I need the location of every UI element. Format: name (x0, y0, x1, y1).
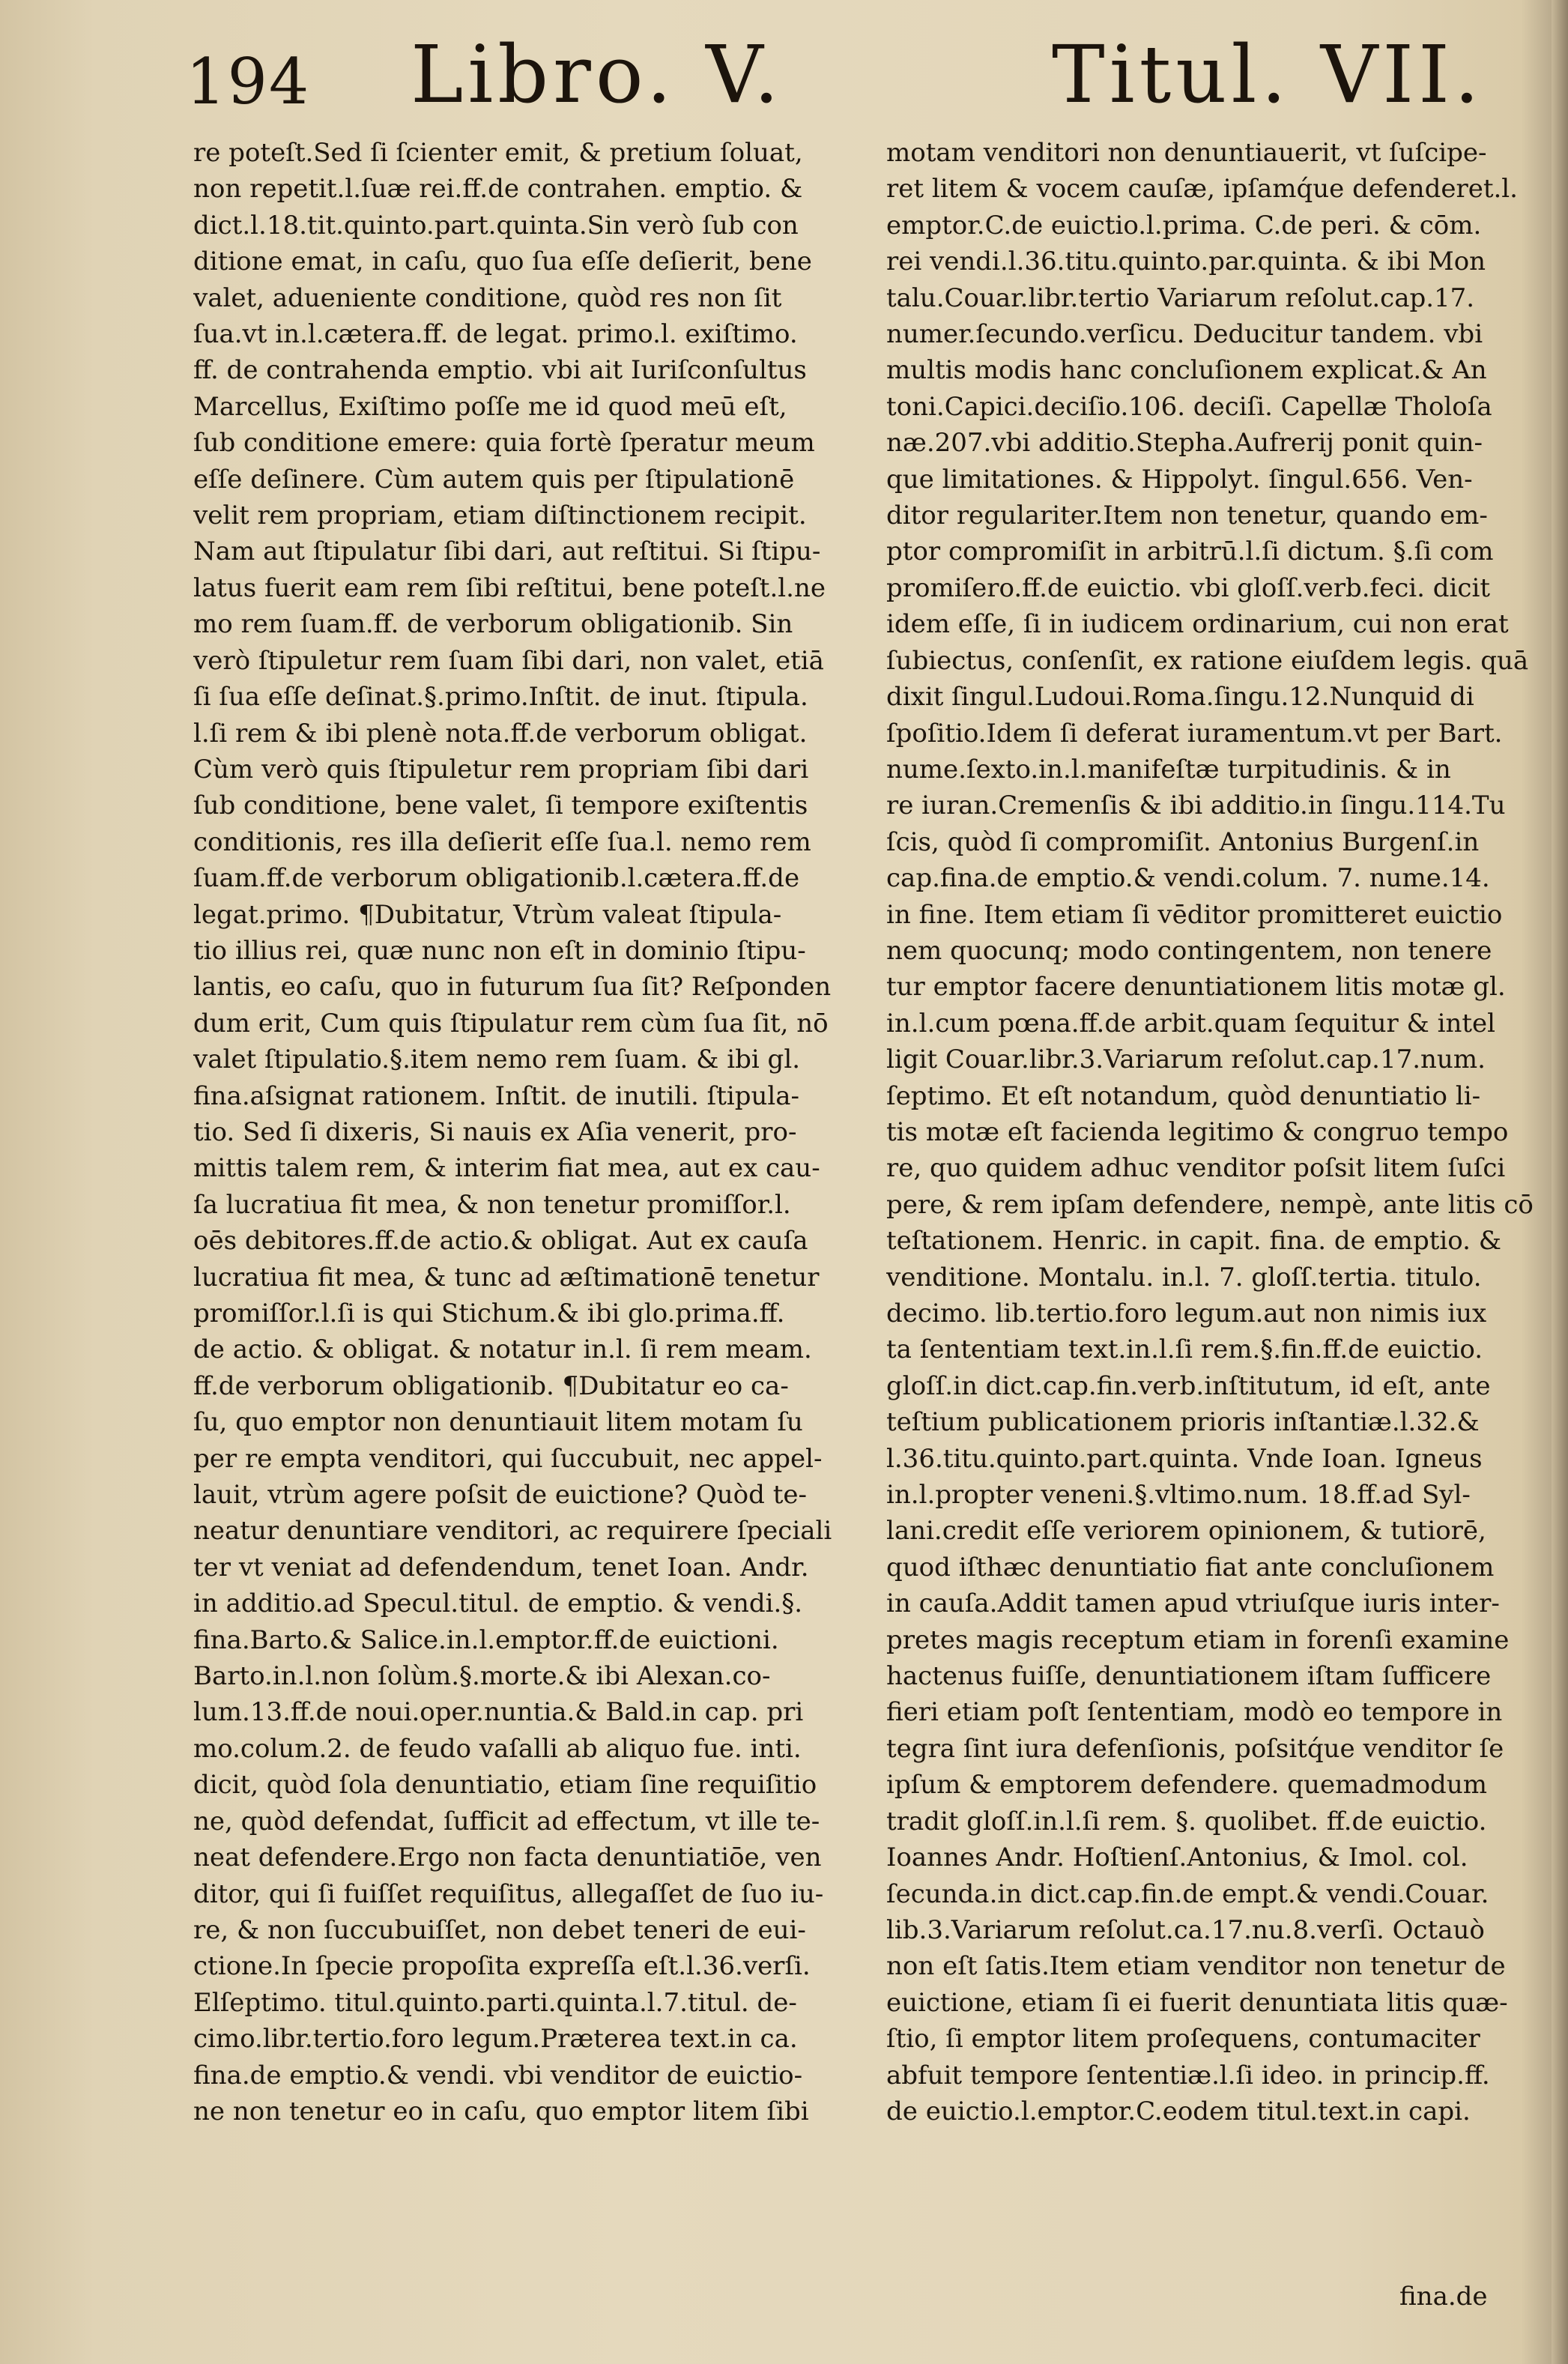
text-line: re iuran.Cremenſis & ibi additio.in ſingu.114.Tu (886, 790, 1506, 821)
text-line: næ.207.vbi additio.Stepha.Aufrerij ponit quin- (886, 428, 1483, 459)
text-line: valet ſtipulatio.§.item nemo rem ſuam. & ibi gl. (193, 1045, 801, 1075)
text-line: ſtio, ſi emptor litem proſequens, contumaciter (886, 2024, 1480, 2055)
text-line: neat defendere.Ergo non facta denuntiatiōe, ven (193, 1842, 822, 1873)
text-line: Barto.in.l.non ſolùm.§.morte.& ibi Alexan.co- (193, 1661, 771, 1692)
text-line: mo.colum.2. de feudo vaſalli ab aliquo fue. inti. (193, 1733, 802, 1764)
text-line: Cùm verò quis ſtipuletur rem propriam ſibi dari (193, 754, 809, 785)
text-line: teſtationem. Henric. in capit. fina. de emptio. & (886, 1226, 1502, 1257)
text-line: nem quocunq; modo contingentem, non tenere (886, 935, 1492, 966)
text-line: fina.aſsignat rationem. Inſtit. de inutili. ſtipula- (193, 1080, 800, 1111)
text-line: pretes magis receptum etiam in forenſi examine (886, 1624, 1510, 1655)
text-line: fina.de emptio.& vendi. vbi venditor de euictio- (193, 2060, 803, 2091)
left-text-column (193, 135, 853, 2129)
text-line: que limitationes. & Hippolyt. ſingul.656. Ven- (886, 464, 1473, 495)
text-line: re poteſt.Sed ſi ſcienter emit, & pretium ſoluat, (193, 138, 803, 168)
text-line: conditionis, res illa deſierit eſſe ſua.l. nemo rem (193, 826, 811, 857)
text-line: ptor compromiſit in arbitrū.l.ſi dictum. §.ſi com (886, 536, 1494, 567)
text-line: non eſt ſatis.Item etiam venditor non tenetur de (886, 1951, 1506, 1982)
text-line: talu.Couar.libr.tertio Variarum reſolut.cap.17. (886, 282, 1475, 313)
text-line: ctione.In ſpecie propoſita expreſſa eſt.l.36.verſi. (193, 1951, 811, 1982)
text-line: ligit Couar.libr.3.Variarum reſolut.cap.17.num. (886, 1045, 1486, 1075)
text-line: ſpoſitio.Idem ſi deferat iuramentum.vt per Bart. (886, 718, 1503, 749)
text-line: dum erit, Cum quis ſtipulatur rem cùm ſua ſit, nō (193, 1008, 829, 1039)
text-line: euictione, etiam ſi ei fuerit denuntiata litis quæ- (886, 1987, 1508, 2018)
text-line: tur emptor facere denuntiationem litis motæ gl. (886, 972, 1506, 1003)
text-line: valet, adueniente conditione, quòd res non ſit (193, 282, 782, 313)
text-line: ne non tenetur eo in caſu, quo emptor litem ſibi (193, 2096, 809, 2126)
text-line: multis modis hanc concluſionem explicat.& An (886, 355, 1487, 386)
text-line: ſuam.ff.de verborum obligationib.l.cætera.ff.de (193, 863, 800, 894)
text-line: ditor, qui ſi fuiſſet requiſitus, allegaſſet de ſuo iu- (193, 1878, 824, 1909)
text-line: lum.13.ff.de noui.oper.nuntia.& Bald.in cap. pri (193, 1697, 804, 1728)
text-line: Ioannes Andr. Hoſtienſ.Antonius, & Imol. col. (886, 1842, 1468, 1873)
running-title: Libro. V. (411, 28, 784, 121)
text-line: dixit ſingul.Ludoui.Roma.ſingu.12.Nunquid di (886, 682, 1474, 713)
text-line: lani.credit eſſe veriorem opinionem, & tutiorē, (886, 1516, 1486, 1547)
text-line: ff. de contrahenda emptio. vbi ait Iuriſconſultus (193, 355, 807, 386)
text-line: tio illius rei, quæ nunc non eſt in dominio ſtipu- (193, 935, 806, 966)
text-line: decimo. lib.tertio.foro legum.aut non nimis iux (886, 1299, 1487, 1328)
text-line: lib.3.Variarum reſolut.ca.17.nu.8.verſi. Octauò (886, 1914, 1485, 1945)
text-line: emptor.C.de euictio.l.prima. C.de peri. & cōm. (886, 210, 1482, 241)
text-line: abfuit tempore ſententiæ.l.ſi ideo. in princip.ff. (886, 2060, 1490, 2091)
text-line: in fine. Item etiam ſi vēditor promitteret euictio (886, 899, 1503, 930)
text-line: ne, quòd defendat, ſufficit ad effectum, vt ille te- (193, 1806, 820, 1837)
text-line: de actio. & obligat. & notatur in.l. ſi rem meam. (193, 1334, 812, 1365)
text-line: mo rem ſuam.ff. de verborum obligationib. Sin (193, 609, 793, 640)
text-line: gloſſ.in dict.cap.fin.verb.inſtitutum, id eſt, ante (886, 1370, 1491, 1401)
page-edge-shadow (1552, 0, 1568, 2364)
text-line: Elſeptimo. titul.quinto.parti.quinta.l.7.titul. de- (193, 1987, 797, 2018)
text-line: promiſſor.l.ſi is qui Stichum.& ibi glo.prima.ff. (193, 1299, 785, 1328)
text-line: ſeptimo. Et eſt notandum, quòd denuntiatio li- (886, 1080, 1481, 1111)
text-line: ſua.vt in.l.cætera.ff. de legat. primo.l. exiſtimo. (193, 319, 798, 350)
text-line: in.l.cum pœna.ff.de arbit.quam ſequitur & intel (886, 1008, 1496, 1039)
text-line: ditione emat, in caſu, quo ſua eſſe deſierit, bene (193, 247, 812, 277)
text-line: re, quo quidem adhuc venditor poſsit litem ſuſci (886, 1153, 1506, 1184)
text-line: l.36.titu.quinto.part.quinta. Vnde Ioan. Igneus (886, 1443, 1483, 1474)
text-line: promiſero.ff.de euictio. vbi gloſſ.verb.feci. dicit (886, 572, 1490, 603)
text-line: ipſum & emptorem defendere. quemadmodum (886, 1770, 1487, 1801)
text-line: Marcellus, Exiſtimo poſſe me id quod meū eſt, (193, 391, 787, 422)
text-line: dict.l.18.tit.quinto.part.quinta.Sin verò ſub con (193, 210, 799, 241)
running-section: Titul. VII. (1052, 28, 1484, 121)
catchword: fina.de (1399, 2282, 1488, 2312)
text-line: mittis talem rem, & interim fiat mea, aut ex cau- (193, 1153, 820, 1184)
text-line: fieri etiam poſt ſententiam, modò eo tempore in (886, 1697, 1503, 1728)
text-line: toni.Capici.deciſio.106. deciſi. Capellæ Tholoſa (886, 391, 1492, 422)
text-line: fina.Barto.& Salice.in.l.emptor.ff.de euictioni. (193, 1624, 779, 1655)
text-line: legat.primo. ¶Dubitatur, Vtrùm valeat ſtipula- (193, 899, 782, 930)
text-line: motam venditori non denuntiauerit, vt ſuſcipe- (886, 138, 1487, 168)
text-line: lantis, eo caſu, quo in futurum ſua ſit? Reſponden (193, 972, 832, 1003)
text-line: latus fuerit eam rem ſibi reſtitui, bene poteſt.l.ne (193, 572, 826, 603)
text-line: oēs debitores.ff.de actio.& obligat. Aut ex cauſa (193, 1226, 808, 1257)
text-line: ſecunda.in dict.cap.fin.de empt.& vendi.Couar. (886, 1878, 1489, 1909)
running-header (0, 28, 1568, 126)
text-line: dicit, quòd ſola denuntiatio, etiam ſine requiſitio (193, 1770, 817, 1801)
text-line: rei vendi.l.36.titu.quinto.par.quinta. & ibi Mon (886, 247, 1486, 277)
text-line: re, & non ſuccubuiſſet, non debet teneri de eui- (193, 1914, 806, 1945)
text-line: ff.de verborum obligationib. ¶Dubitatur eo ca- (193, 1370, 789, 1401)
text-line: hactenus fuiſſe, denuntiationem iſtam ſufficere (886, 1661, 1492, 1692)
text-line: cap.fina.de emptio.& vendi.colum. 7. nume.14. (886, 863, 1490, 894)
text-line: ſub conditione emere: quia fortè ſperatur meum (193, 428, 815, 459)
text-line: tegra ſint iura defenſionis, poſsitq́ue venditor ſe (886, 1733, 1504, 1764)
text-line: ſub conditione, bene valet, ſi tempore exiſtentis (193, 790, 808, 821)
text-line: numer.ſecundo.verſicu. Deducitur tandem. vbi (886, 319, 1483, 350)
text-line: ter vt veniat ad defendendum, tenet Ioan. Andr. (193, 1552, 809, 1582)
text-line: non repetit.l.ſuæ rei.ff.de contrahen. emptio. & (193, 174, 803, 205)
text-line: ditor regulariter.Item non tenetur, quando em- (886, 501, 1488, 531)
text-line: lauit, vtrùm agere poſsit de euictione? Quòd te- (193, 1480, 807, 1511)
text-line: Nam aut ſtipulatur ſibi dari, aut reſtitui. Si ſtipu- (193, 536, 821, 567)
text-line: tis motæ eſt facienda legitimo & congruo tempo (886, 1116, 1509, 1147)
text-line: verò ſtipuletur rem ſuam ſibi dari, non valet, etiā (193, 645, 824, 676)
text-line: in additio.ad Specul.titul. de emptio. & vendi.§. (193, 1588, 803, 1619)
text-line: teſtium publicationem prioris inſtantiæ.l.32.& (886, 1407, 1480, 1438)
text-line: tradit gloſſ.in.l.ſi rem. §. quolibet. ff.de euictio. (886, 1806, 1487, 1837)
text-line: cimo.libr.tertio.foro legum.Præterea text.in ca. (193, 2024, 798, 2055)
text-line: quod iſthæc denuntiatio fiat ante concluſionem (886, 1552, 1495, 1582)
text-line: neatur denuntiare venditori, ac requirere ſpeciali (193, 1516, 832, 1547)
text-line: in cauſa.Addit tamen apud vtriuſque iuris inter- (886, 1588, 1500, 1619)
text-line: ſi ſua eſſe deſinat.§.primo.Inſtit. de inut. ſtipula. (193, 682, 808, 713)
text-line: de euictio.l.emptor.C.eodem titul.text.in capi. (886, 2096, 1471, 2126)
text-line: in.l.propter veneni.§.vltimo.num. 18.ff.ad Syl- (886, 1480, 1471, 1511)
text-line: idem eſſe, ſi in iudicem ordinarium, cui non erat (886, 609, 1509, 640)
text-line: ta ſententiam text.in.l.ſi rem.§.fin.ff.de euictio. (886, 1334, 1483, 1365)
text-line: pere, & rem ipſam defendere, nempè, ante litis cō (886, 1189, 1534, 1220)
text-line: ret litem & vocem cauſæ, ipſamq́ue defenderet.l. (886, 174, 1518, 205)
text-line: l.ſi rem & ibi plenè nota.ff.de verborum obligat. (193, 718, 808, 749)
text-line: lucratiua fit mea, & tunc ad æſtimationē tenetur (193, 1262, 820, 1293)
text-line: ſa lucratiua fit mea, & non tenetur promiſſor.l. (193, 1189, 791, 1220)
right-text-column (886, 135, 1546, 2129)
text-line: velit rem propriam, etiam diſtinctionem recipit. (193, 501, 807, 531)
text-line: ſu, quo emptor non denuntiauit litem motam ſu (193, 1407, 803, 1438)
text-line: tio. Sed ſi dixeris, Si nauis ex Aſia venerit, pro- (193, 1116, 797, 1147)
text-line: venditione. Montalu. in.l. 7. gloſſ.tertia. titulo. (886, 1262, 1482, 1293)
text-line: nume.ſexto.in.l.manifeſtæ turpitudinis. & in (886, 754, 1451, 785)
page-number: 194 (186, 45, 311, 118)
text-line: ſubiectus, conſenſit, ex ratione eiuſdem legis. quā (886, 645, 1529, 676)
text-line: per re empta venditori, qui ſuccubuit, nec appel- (193, 1443, 823, 1474)
text-line: ſcis, quòd ſi compromiſit. Antonius Burgenſ.in (886, 826, 1480, 857)
text-line: eſſe deſinere. Cùm autem quis per ſtipulationē (193, 464, 795, 495)
